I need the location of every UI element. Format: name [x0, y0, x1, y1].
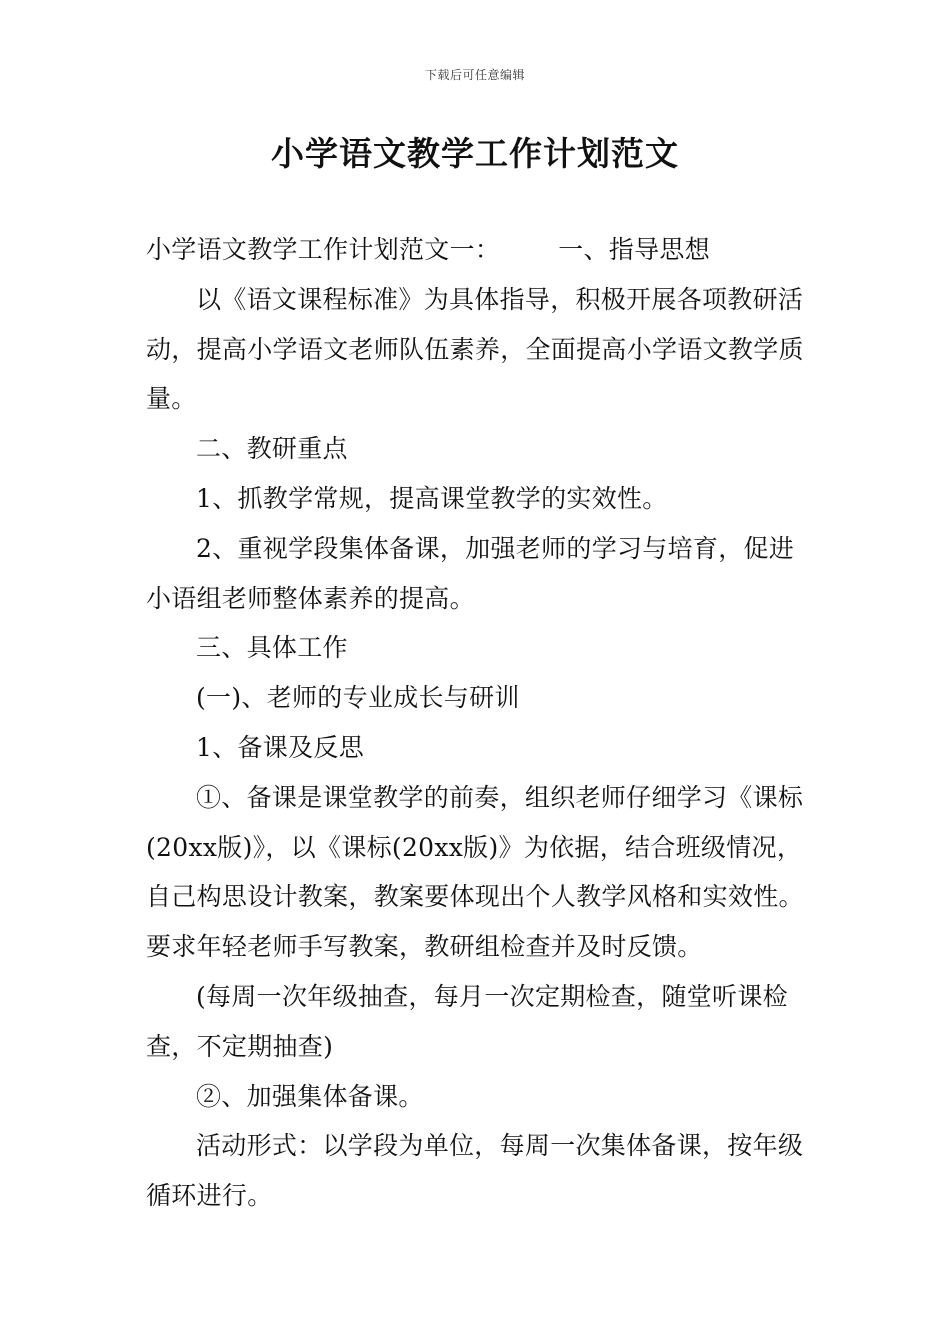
paragraph-focus-2: 2、重视学段集体备课，加强老师的学习与培育，促进小语组老师整体素养的提高。	[146, 533, 795, 613]
intro-line	[146, 225, 806, 275]
paragraph-inspection-schedule: (每周一次年级抽查，每月一次定期检查，随堂听课检查，不定期抽查)	[146, 981, 788, 1061]
paragraph-collective-prep: ②、加强集体备课。	[196, 1081, 424, 1111]
subsection-heading-teacher-growth: (一)、老师的专业成长与研训	[196, 683, 520, 713]
paragraph-lesson-prep: ①、备课是课堂教学的前奏，组织老师仔细学习《课标(20xx版)》，以《课标(20xx版)》为依据，结合班级情况，自己构思设计教案，教案要体现出个人教学风格和实效性。要求年轻老师手写教案，教研组检查并及时反馈。	[146, 782, 804, 962]
section-heading-specific-work: 三、具体工作	[196, 633, 348, 663]
section-heading-research-focus: 二、教研重点	[196, 434, 348, 464]
intro-gap	[500, 225, 558, 275]
header-note: 下载后可任意编辑	[424, 68, 525, 82]
document-title: 小学语文教学工作计划范文	[271, 134, 679, 173]
paragraph-guiding-ideology: 以《语文课程标准》为具体指导，积极开展各项教研活动，提高小学语文老师队伍素养，全面提高小学语文教学质量。	[146, 284, 804, 414]
intro-label: 小学语文教学工作计划范文一：	[146, 235, 501, 264]
section-heading-guiding-ideology: 一、指导思想	[558, 235, 711, 264]
paragraph-activity-form: 活动形式：以学段为单位，每周一次集体备课，按年级循环进行。	[146, 1131, 804, 1211]
document-body	[146, 225, 806, 1221]
paragraph-focus-1: 1、抓教学常规，提高课堂教学的实效性。	[196, 483, 668, 513]
item-heading-lesson-prep: 1、备课及反思	[196, 732, 365, 762]
